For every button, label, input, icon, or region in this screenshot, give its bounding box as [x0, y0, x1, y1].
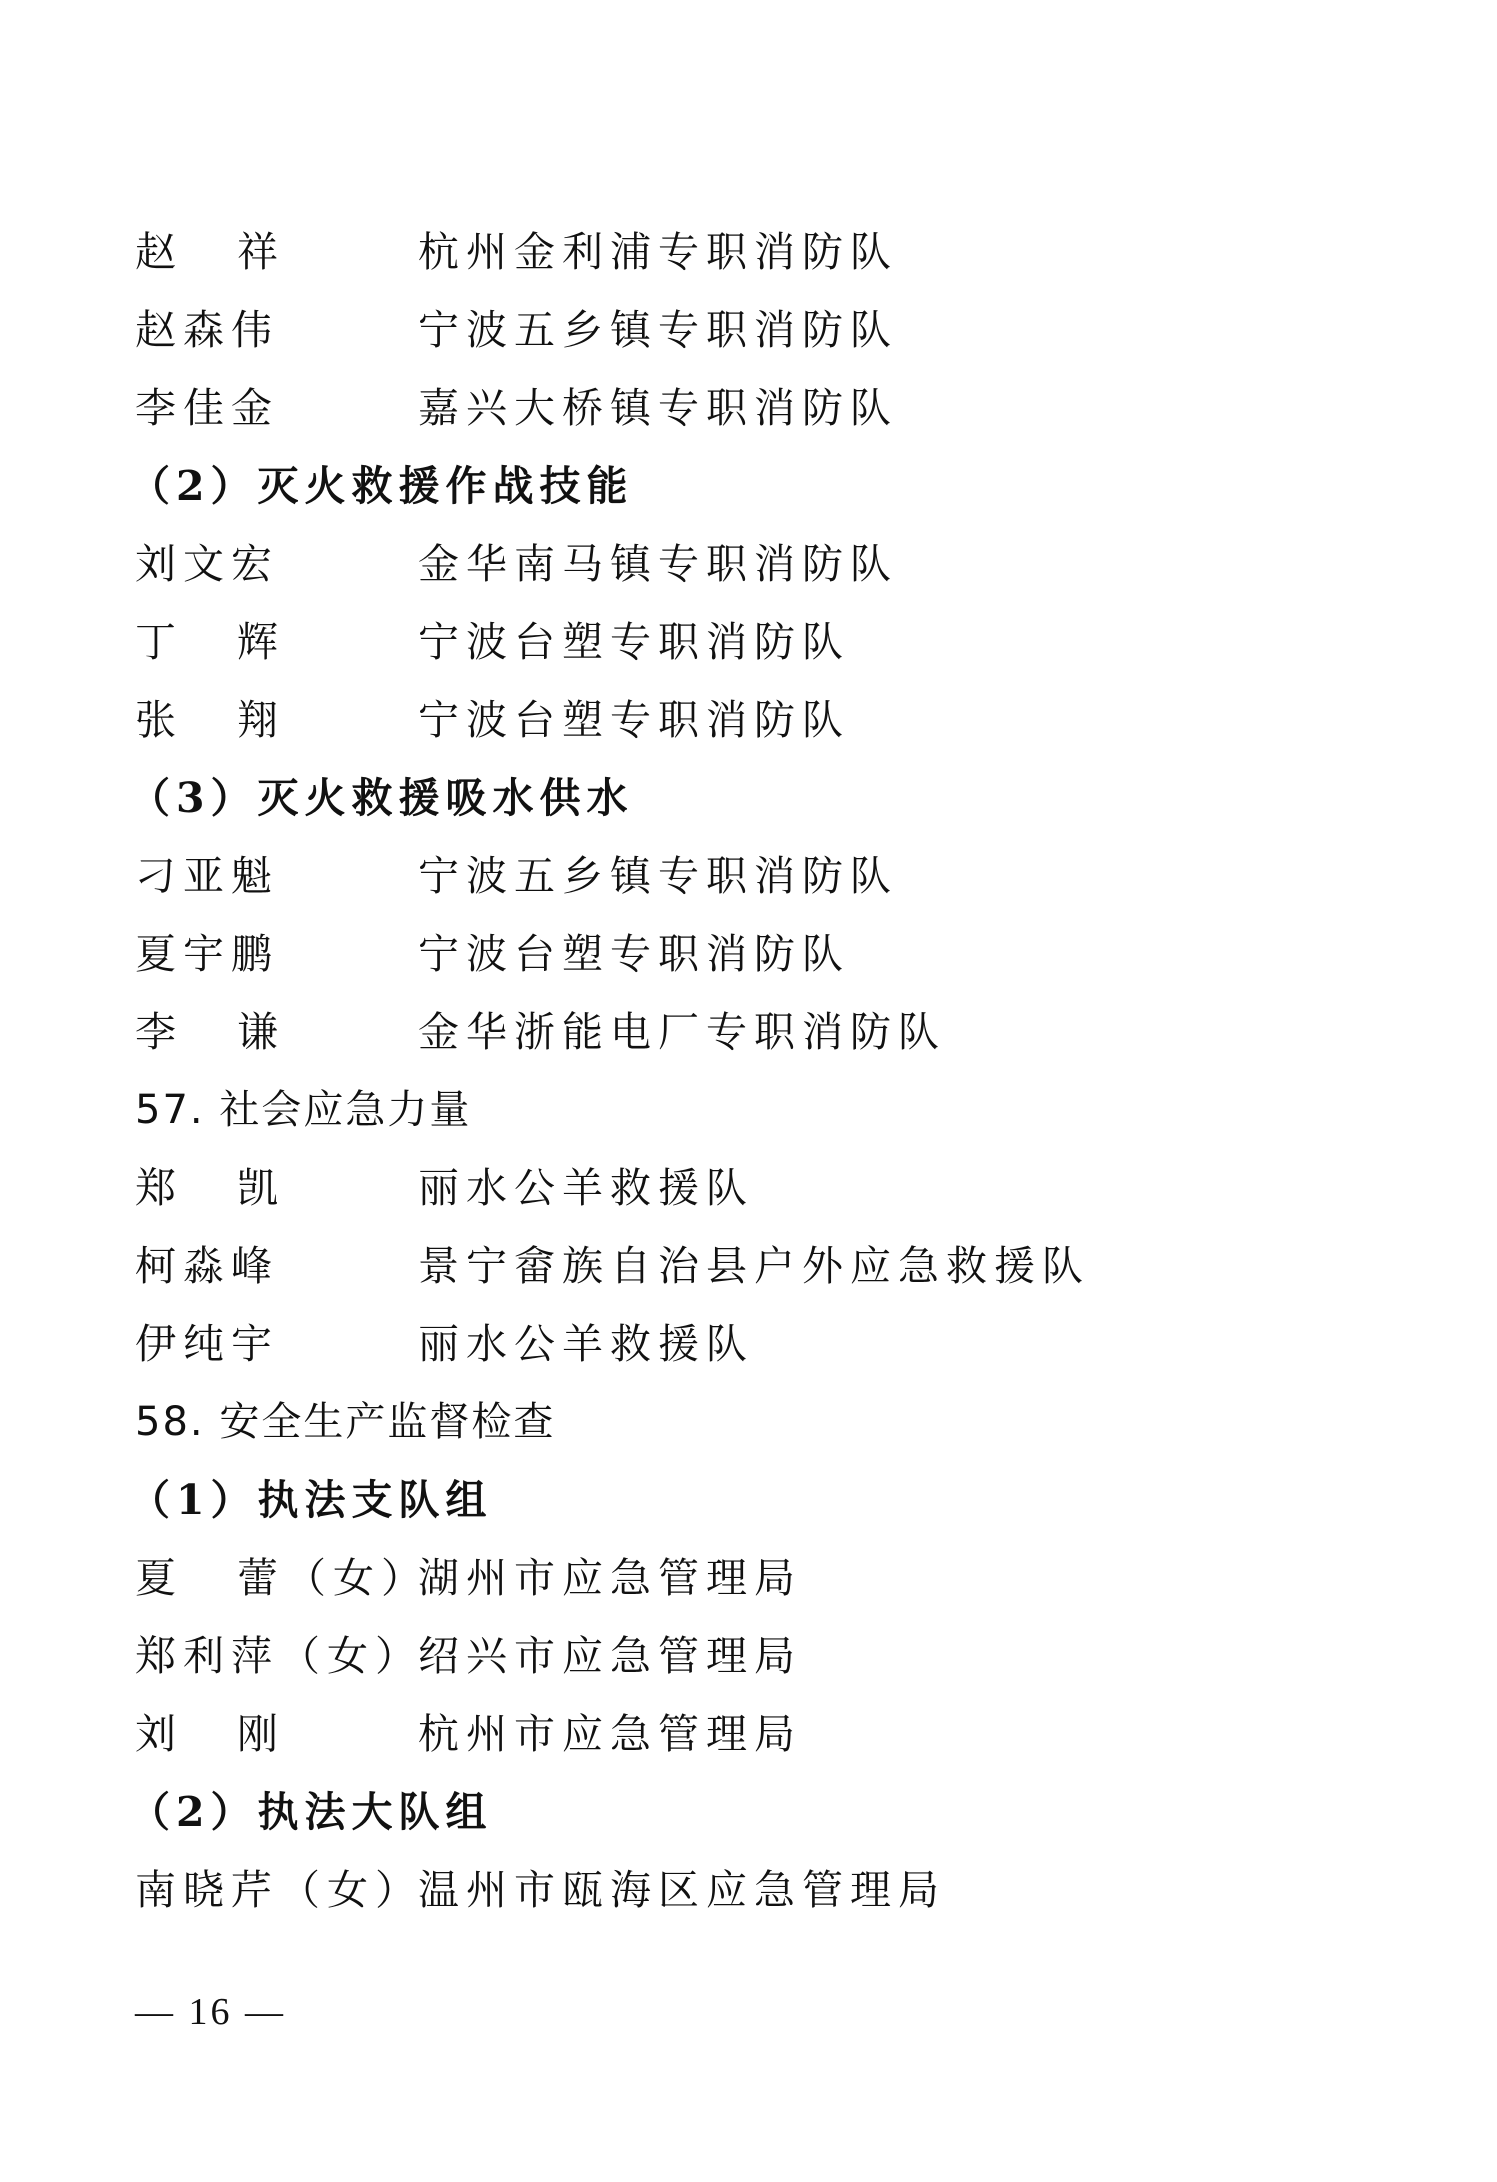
work-unit: 景宁畲族自治县户外应急救援队	[418, 1242, 1090, 1290]
person-name: 伊纯宇	[135, 1320, 279, 1368]
work-unit: 杭州金利浦专职消防队	[418, 228, 898, 276]
person-name-given: 翔	[237, 696, 285, 744]
work-unit: 嘉兴大桥镇专职消防队	[418, 384, 898, 432]
work-unit: 绍兴市应急管理局	[418, 1632, 802, 1680]
list-item	[135, 1695, 1355, 1773]
list-item	[135, 1851, 1355, 1929]
person-name	[135, 993, 418, 1071]
list-item	[135, 993, 1355, 1071]
subcategory-heading: （2）灭火救援作战技能	[129, 462, 634, 510]
person-name-given: 谦	[237, 1008, 285, 1056]
list-item	[135, 369, 1355, 447]
work-unit: 金华南马镇专职消防队	[418, 540, 898, 588]
person-name-given: 刚	[237, 1710, 285, 1758]
work-unit: 金华浙能电厂专职消防队	[418, 1008, 946, 1056]
list-item	[135, 291, 1355, 369]
person-name: 刁亚魁	[135, 852, 279, 900]
work-unit: 宁波台塑专职消防队	[418, 930, 850, 978]
person-name: 赵森伟	[135, 306, 279, 354]
list-item	[135, 837, 1355, 915]
category-heading: 57. 社会应急力量	[135, 1087, 472, 1133]
person-name: 夏宇鹏	[135, 930, 279, 978]
person-name-given: 辉	[237, 618, 285, 666]
list-item	[135, 1539, 1355, 1617]
award-list	[129, 213, 1355, 1929]
person-name-surname: 赵	[135, 228, 183, 276]
person-name-surname: 夏	[135, 1554, 183, 1602]
list-item	[135, 213, 1355, 291]
person-name-given: 祥	[237, 228, 285, 276]
person-name-surname: 丁	[135, 618, 183, 666]
person-name	[135, 603, 418, 681]
subcategory-heading: （1）执法支队组	[129, 1476, 493, 1524]
work-unit: 丽水公羊救援队	[418, 1320, 754, 1368]
work-unit: 宁波五乡镇专职消防队	[418, 306, 898, 354]
work-unit: 杭州市应急管理局	[418, 1710, 802, 1758]
subcategory-heading: （2）执法大队组	[129, 1788, 493, 1836]
list-item	[135, 1227, 1355, 1305]
person-name-surname: 刘	[135, 1710, 183, 1758]
person-name-given: 凯	[237, 1164, 285, 1212]
list-item	[135, 1149, 1355, 1227]
person-name	[135, 1695, 418, 1773]
person-name: 柯淼峰	[135, 1242, 279, 1290]
list-item	[135, 525, 1355, 603]
work-unit: 温州市瓯海区应急管理局	[418, 1866, 946, 1914]
work-unit: 宁波台塑专职消防队	[418, 618, 850, 666]
list-item	[135, 603, 1355, 681]
work-unit: 宁波台塑专职消防队	[418, 696, 850, 744]
person-name: 南晓芹（女）	[135, 1866, 423, 1914]
person-name: 郑利萍（女）	[135, 1632, 423, 1680]
person-name-surname: 张	[135, 696, 183, 744]
work-unit: 宁波五乡镇专职消防队	[418, 852, 898, 900]
work-unit: 丽水公羊救援队	[418, 1164, 754, 1212]
list-item	[135, 915, 1355, 993]
person-name: 李佳金	[135, 384, 279, 432]
person-name	[135, 1149, 418, 1227]
category-heading: 58. 安全生产监督检查	[135, 1399, 556, 1445]
person-name	[135, 1539, 429, 1617]
person-name-surname: 郑	[135, 1164, 183, 1212]
person-name-surname: 李	[135, 1008, 183, 1056]
work-unit: 湖州市应急管理局	[418, 1554, 802, 1602]
person-name: 刘文宏	[135, 540, 279, 588]
list-item	[135, 681, 1355, 759]
page-number: — 16 —	[135, 1991, 286, 2033]
subcategory-heading: （3）灭火救援吸水供水	[129, 774, 634, 822]
list-item	[135, 1305, 1355, 1383]
person-name-given: 蕾（女）	[237, 1554, 429, 1602]
person-name	[135, 213, 418, 291]
person-name	[135, 681, 418, 759]
list-item	[135, 1617, 1355, 1695]
